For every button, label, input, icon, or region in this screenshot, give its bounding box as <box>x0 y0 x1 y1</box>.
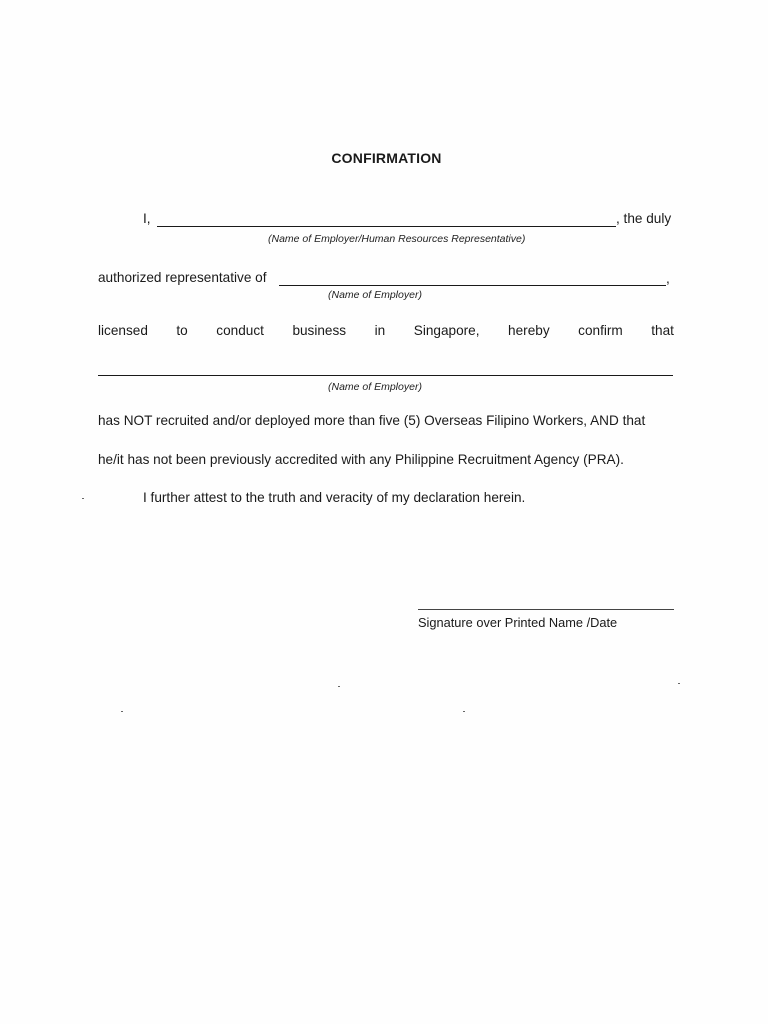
line1-caption: (Name of Employer/Human Resources Representative) <box>268 233 526 245</box>
document-title: CONFIRMATION <box>331 150 442 166</box>
line4-caption: (Name of Employer) <box>328 381 422 393</box>
attestation-text: I further attest to the truth and veracity of my declaration herein. <box>143 490 526 505</box>
line3-word: hereby <box>508 323 550 338</box>
line1-prefix: I, <box>143 211 151 226</box>
scan-speck <box>678 683 680 684</box>
line3-word: licensed <box>98 323 148 338</box>
line3-justified <box>98 323 674 338</box>
scan-speck <box>338 686 340 687</box>
line2-prefix: authorized representative of <box>98 270 267 285</box>
line3-word: that <box>651 323 674 338</box>
statement-recruitment: has NOT recruited and/or deployed more than five (5) Overseas Filipino Workers, AND that <box>98 413 646 428</box>
scan-speck <box>463 711 465 712</box>
line3-word: Singapore, <box>413 323 480 338</box>
scan-speck <box>82 498 84 499</box>
signature-label: Signature over Printed Name /Date <box>418 615 618 630</box>
employer-name-blank-1[interactable] <box>279 285 666 286</box>
signature-line[interactable] <box>418 609 674 610</box>
line3-word: business <box>292 323 347 338</box>
line2-caption: (Name of Employer) <box>328 289 422 301</box>
scan-speck <box>121 711 123 712</box>
line3-word: conduct <box>216 323 264 338</box>
line2-suffix: , <box>666 271 670 286</box>
line3-word: to <box>176 323 188 338</box>
line3-word: in <box>374 323 386 338</box>
line1-suffix: , the duly <box>616 211 672 226</box>
representative-name-blank[interactable] <box>157 226 616 227</box>
statement-accreditation: he/it has not been previously accredited with any Philippine Recruitment Agency (PRA). <box>98 452 624 467</box>
line3-word: confirm <box>578 323 623 338</box>
employer-name-blank-2[interactable] <box>98 375 673 376</box>
